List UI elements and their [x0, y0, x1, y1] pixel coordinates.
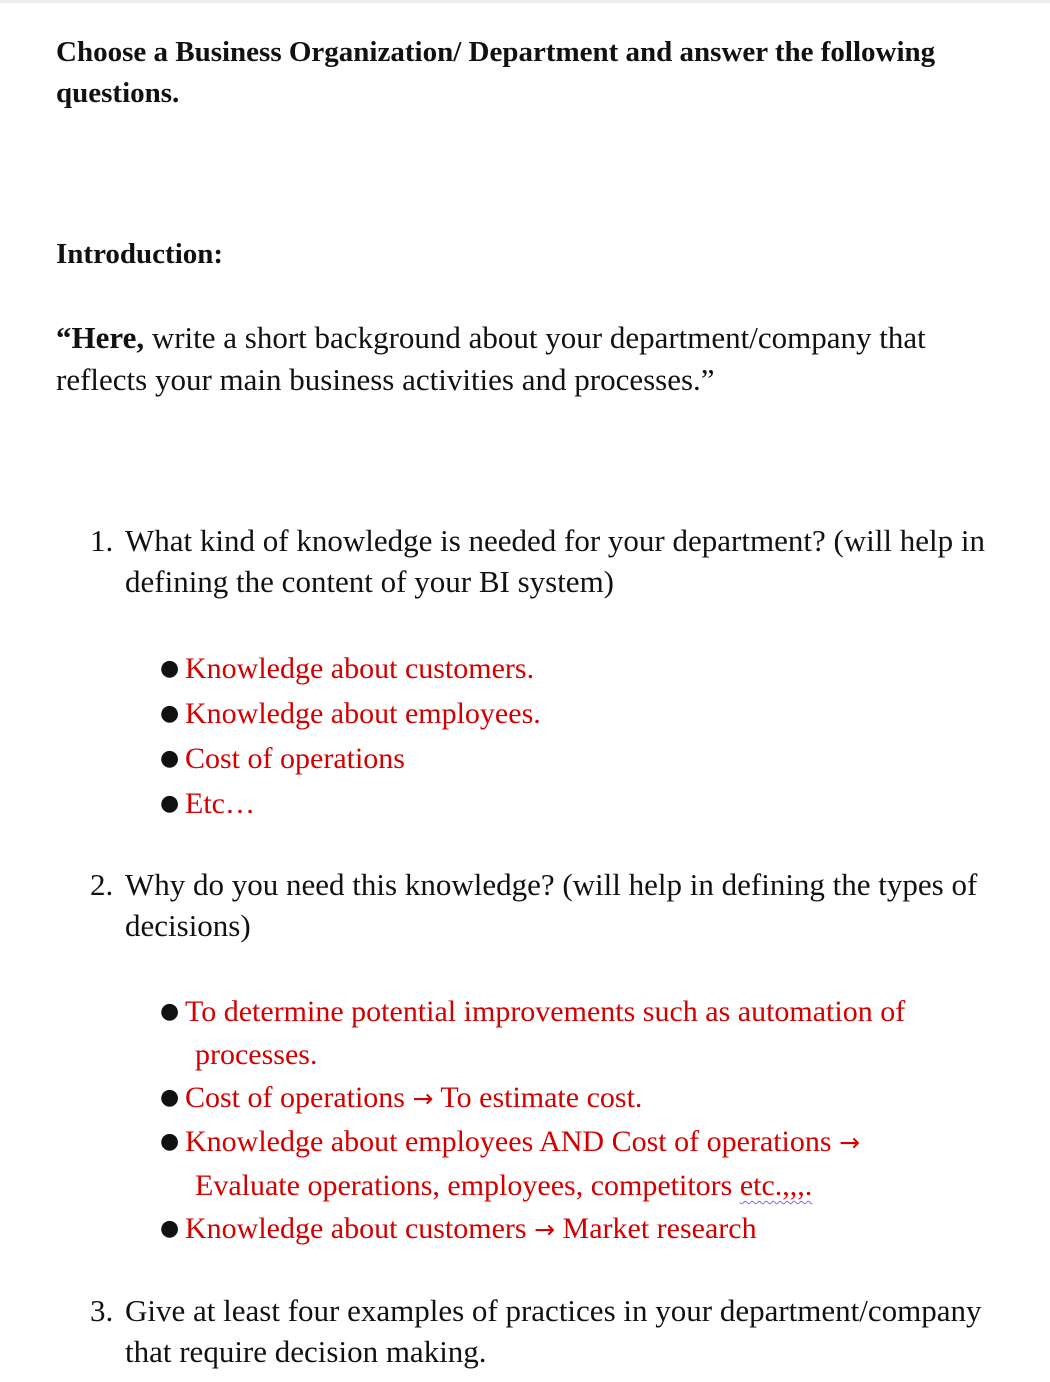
bullet-icon: ● [160, 701, 180, 726]
right-arrow-icon: → [839, 1128, 861, 1157]
list-item [160, 1120, 980, 1207]
question-1-number: 1. [90, 523, 114, 558]
answer-text: To determine potential improvements such as automation of [185, 995, 906, 1028]
question-3-text: Give at least four examples of practices in your department/company that require decision making. [125, 1293, 982, 1369]
bullet-icon: ● [160, 1216, 180, 1241]
question-1-text: What kind of knowledge is needed for your department? (will help in defining the content of your BI system) [125, 523, 985, 599]
introduction-text [56, 317, 996, 401]
page-top-border [0, 0, 1050, 3]
right-arrow-icon: → [412, 1084, 434, 1113]
question-1-answers [160, 646, 980, 826]
answer-text: Knowledge about customers. [185, 652, 535, 685]
list-item [160, 646, 980, 691]
introduction-quote-open: “Here, [56, 320, 145, 355]
answer-text: Cost of operations [185, 1081, 413, 1114]
list-item [160, 736, 980, 781]
list-item [160, 990, 980, 1076]
list-item [160, 1207, 980, 1251]
bullet-icon: ● [160, 791, 180, 816]
question-3 [90, 1290, 990, 1372]
bullet-icon: ● [160, 746, 180, 771]
introduction-label: Introduction: [56, 238, 224, 270]
question-1 [90, 520, 990, 602]
list-item [160, 781, 980, 826]
answer-text: Cost of operations [185, 742, 405, 775]
answer-text-continued [185, 1164, 980, 1207]
question-2 [90, 864, 990, 946]
question-3-number: 3. [90, 1293, 114, 1328]
bullet-icon: ● [160, 999, 180, 1024]
list-item [160, 1076, 980, 1120]
answer-text: Knowledge about employees. [185, 697, 541, 730]
answer-text: Knowledge about employees AND Cost of operations [185, 1125, 840, 1158]
answer-result-text: To estimate cost. [433, 1081, 643, 1114]
bullet-icon: ● [160, 656, 180, 681]
answer-text: Etc… [185, 787, 255, 820]
spellcheck-flagged-text: etc.,,,. [739, 1169, 813, 1202]
bullet-icon: ● [160, 1129, 180, 1154]
answer-result-text: Evaluate operations, employees, competitors [195, 1169, 740, 1202]
question-2-text: Why do you need this knowledge? (will help in defining the types of decisions) [125, 867, 978, 943]
introduction-quote-body: write a short background about your department/company that reflects your main business activities and processes.” [56, 320, 926, 397]
right-arrow-icon: → [534, 1215, 556, 1244]
page-heading: Choose a Business Organization/ Department and answer the following questions. [56, 36, 936, 109]
question-2-number: 2. [90, 867, 114, 902]
answer-text-continued: processes. [195, 1038, 318, 1071]
question-2-answers [160, 990, 980, 1251]
answer-text: Knowledge about customers [185, 1212, 535, 1245]
answer-result-text: Market research [555, 1212, 757, 1245]
list-item [160, 691, 980, 736]
bullet-icon: ● [160, 1085, 180, 1110]
